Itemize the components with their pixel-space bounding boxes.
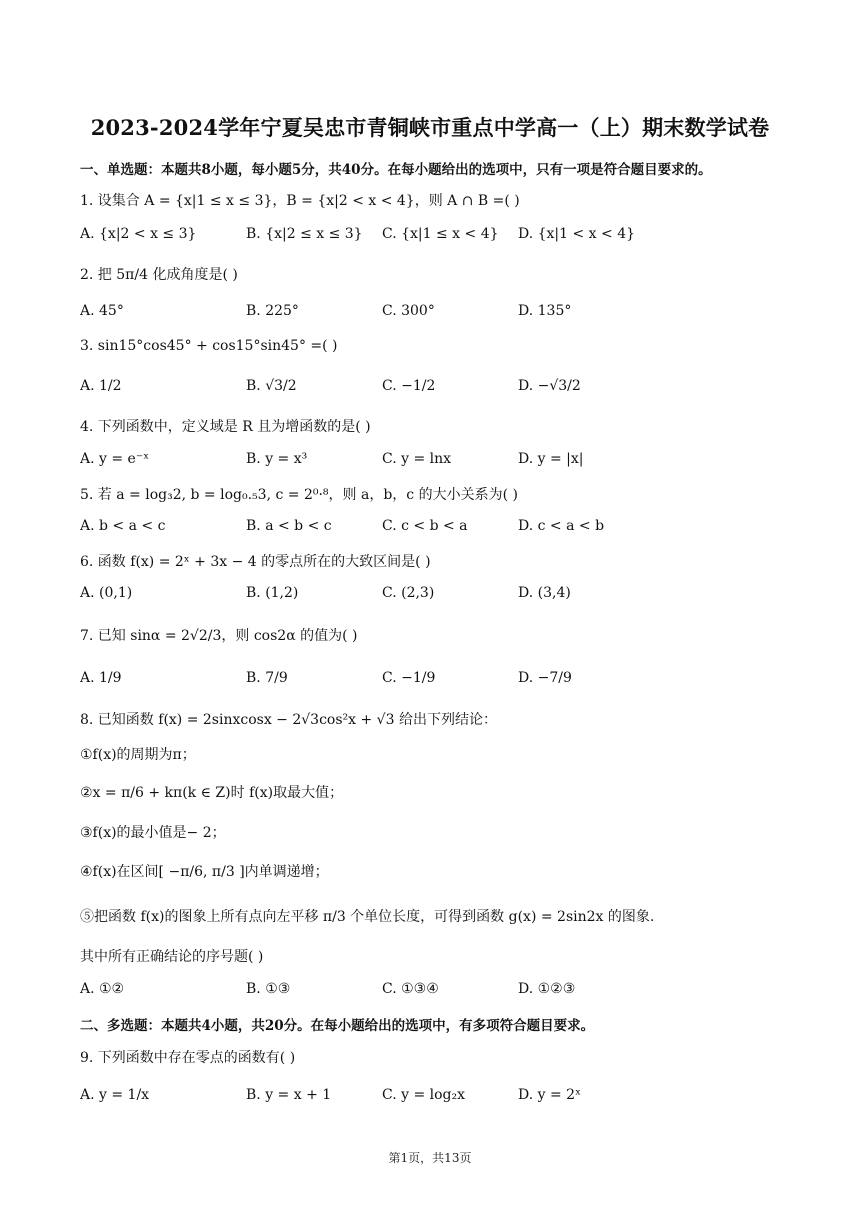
option-d[interactable]: D. {x|1 < x < 4} [518,226,636,242]
question-9-options [80,1087,780,1109]
question-8-statement-1: ①f(x)的周期为π； [80,747,196,763]
question-4-stem: 4. 下列函数中，定义域是 R 且为增函数的是( ) [80,419,371,435]
question-3-stem: 3. sin15°cos45° + cos15°sin45° =( ) [80,338,338,354]
question-8-statement-3: ③f(x)的最小值是− 2； [80,825,226,841]
question-1-stem: 1. 设集合 A = {x|1 ≤ x ≤ 3}，B = {x|2 < x < 4}，则 A ∩ B =( ) [80,193,520,209]
question-3-options [80,378,780,400]
option-a[interactable]: A. {x|2 < x ≤ 3} [80,226,197,242]
question-8-options [80,981,780,1003]
option-d[interactable]: D. −√3/2 [518,378,581,394]
option-c[interactable]: C. y = log₂x [382,1087,466,1103]
option-d[interactable]: D. 135° [518,303,572,319]
option-b[interactable]: B. a < b < c [246,518,332,534]
option-a[interactable]: A. y = e⁻ˣ [80,451,150,467]
option-b[interactable]: B. 7/9 [246,670,288,686]
option-b[interactable]: B. (1,2) [246,585,299,601]
question-8-stem: 8. 已知函数 f(x) = 2sinxcosx − 2√3cos²x + √3 给出下列结论： [80,712,497,728]
question-1-options [80,226,780,248]
option-d[interactable]: D. c < a < b [518,518,605,534]
question-8-statement-2: ②x = π/6 + kπ(k ∈ Z)时 f(x)取最大值； [80,785,344,801]
page-footer: 第1页，共13页 [388,1151,472,1165]
option-d[interactable]: D. y = 2ˣ [518,1087,582,1103]
section-heading-single-choice: 一、单选题：本题共8小题，每小题5分，共40分。在每小题给出的选项中，只有一项是符合题目要求的。 [80,162,712,178]
option-c[interactable]: C. c < b < a [382,518,468,534]
question-9-stem: 9. 下列函数中存在零点的函数有( ) [80,1050,296,1066]
section-heading-multiple-choice: 二、多选题：本题共4小题，共20分。在每小题给出的选项中，有多项符合题目要求。 [80,1018,595,1034]
option-b[interactable]: B. y = x + 1 [246,1087,332,1103]
option-c[interactable]: C. y = lnx [382,451,452,467]
option-a[interactable]: A. (0,1) [80,585,133,601]
option-c[interactable]: C. {x|1 ≤ x < 4} [382,226,499,242]
option-d[interactable]: D. y = |x| [518,451,584,467]
option-a[interactable]: A. 1/9 [80,670,122,686]
option-a[interactable]: A. y = 1/x [80,1087,150,1103]
option-c[interactable]: C. −1/2 [382,378,436,394]
option-d[interactable]: D. (3,4) [518,585,571,601]
option-c[interactable]: C. 300° [382,303,435,319]
question-7-stem: 7. 已知 sinα = 2√2/3，则 cos2α 的值为( ) [80,628,358,644]
option-a[interactable]: A. 45° [80,303,124,319]
question-5-stem: 5. 若 a = log₃2, b = log₀.₅3, c = 2⁰·⁸，则 a，b，c 的大小关系为( ) [80,487,518,503]
page-title: 2023-2024学年宁夏吴忠市青铜峡市重点中学高一（上）期末数学试卷 [90,115,770,140]
question-4-options [80,451,780,473]
option-b[interactable]: B. ①③ [246,981,291,997]
question-6-stem: 6. 函数 f(x) = 2ˣ + 3x − 4 的零点所在的大致区间是( ) [80,554,431,570]
option-b[interactable]: B. √3/2 [246,378,297,394]
question-5-options [80,518,780,540]
option-b[interactable]: B. y = x³ [246,451,308,467]
question-8-statement-5: ⑤把函数 f(x)的图象上所有点向左平移 π/3 个单位长度，可得到函数 g(x) = 2sin2x 的图象. [80,909,655,925]
question-7-options [80,670,780,692]
option-c[interactable]: C. −1/9 [382,670,436,686]
option-c[interactable]: C. (2,3) [382,585,435,601]
question-2-stem: 2. 把 5π/4 化成角度是( ) [80,267,238,283]
option-a[interactable]: A. b < a < c [80,518,166,534]
question-8-prompt: 其中所有正确结论的序号题( ) [80,949,264,965]
option-a[interactable]: A. ①② [80,981,125,997]
option-a[interactable]: A. 1/2 [80,378,122,394]
option-b[interactable]: B. {x|2 ≤ x ≤ 3} [246,226,363,242]
option-d[interactable]: D. −7/9 [518,670,572,686]
question-2-options [80,303,780,325]
option-c[interactable]: C. ①③④ [382,981,439,997]
option-d[interactable]: D. ①②③ [518,981,576,997]
option-b[interactable]: B. 225° [246,303,299,319]
question-8-statement-4: ④f(x)在区间[ −π/6, π/3 ]内单调递增； [80,864,329,880]
question-6-options [80,585,780,607]
